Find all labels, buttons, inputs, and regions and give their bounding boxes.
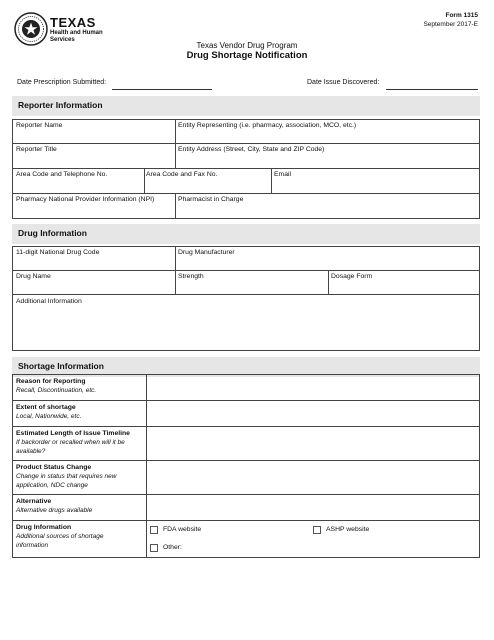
date-discovered-label: Date Issue Discovered: — [307, 79, 380, 86]
other-label: Other: — [163, 544, 182, 551]
reporter-col-divider — [144, 168, 145, 193]
npi-field[interactable]: Pharmacy National Provider Information (NPI) — [16, 196, 155, 203]
other-checkbox[interactable] — [150, 544, 158, 552]
fda-website-checkbox[interactable] — [150, 526, 158, 534]
drug-name-field[interactable]: Drug Name — [16, 273, 51, 280]
reporter-col-divider — [175, 193, 176, 219]
agency-name: TEXAS — [50, 15, 96, 30]
drug-col-divider — [328, 270, 329, 294]
fax-field[interactable]: Area Code and Fax No. — [146, 171, 218, 178]
dosage-form-field[interactable]: Dosage Form — [331, 273, 373, 280]
drug-info-hint: Additional sources of shortage information — [16, 533, 104, 549]
drug-info-label: Drug Information — [16, 524, 72, 531]
reporter-name-field[interactable]: Reporter Name — [16, 122, 63, 129]
shortage-row-divider — [12, 460, 480, 461]
extent-hint: Local, Nationwide, etc. — [16, 413, 82, 420]
pharmacist-field[interactable]: Pharmacist in Charge — [178, 196, 244, 203]
date-discovered-field[interactable] — [386, 89, 478, 90]
shortage-section-title: Shortage Information — [18, 361, 104, 371]
reason-hint: Recall, Discontinuation, etc. — [16, 387, 97, 394]
agency-subtitle: Health and Human Services — [50, 30, 103, 43]
strength-field[interactable]: Strength — [178, 273, 204, 280]
status-change-label: Product Status Change — [16, 464, 92, 471]
reason-label: Reason for Reporting — [16, 378, 86, 385]
reporter-section-title: Reporter Information — [18, 100, 103, 110]
shortage-row-divider — [12, 494, 480, 495]
shortage-row-divider — [12, 520, 480, 521]
status-change-hint: Change in status that requires new application, NDC change — [16, 473, 117, 489]
program-name: Texas Vendor Drug Program — [196, 41, 298, 50]
form-title: Drug Shortage Notification — [186, 50, 308, 61]
drug-table — [12, 246, 480, 351]
reporter-col-divider — [175, 119, 176, 168]
form-number: Form 1315 — [445, 12, 478, 19]
fda-website-label: FDA website — [163, 526, 202, 533]
entity-representing-field[interactable]: Entity Representing (i.e. pharmacy, association, MCO, etc.) — [178, 122, 357, 129]
additional-info-field[interactable]: Additional Information — [16, 298, 82, 305]
drug-row-divider — [12, 294, 480, 295]
timeline-input[interactable] — [148, 428, 478, 459]
entity-address-field[interactable]: Entity Address (Street, City, State and ZIP Code) — [178, 146, 325, 153]
date-submitted-label: Date Prescription Submitted: — [17, 79, 107, 86]
shortage-row-divider — [12, 426, 480, 427]
status-change-input[interactable] — [148, 462, 478, 493]
ndc-field[interactable]: 11-digit National Drug Code — [16, 249, 100, 256]
reporter-row-divider — [12, 143, 480, 144]
extent-label: Extent of shortage — [16, 404, 76, 411]
drug-row-divider — [12, 270, 480, 271]
drug-section-title: Drug Information — [18, 228, 87, 238]
drug-col-divider — [175, 246, 176, 294]
manufacturer-field[interactable]: Drug Manufacturer — [178, 249, 235, 256]
email-field[interactable]: Email — [274, 171, 291, 178]
ashp-website-label: ASHP website — [326, 526, 370, 533]
reporter-row-divider — [12, 168, 480, 169]
timeline-label: Estimated Length of Issue Timeline — [16, 430, 130, 437]
reporter-table — [12, 119, 480, 219]
shortage-col-divider — [146, 374, 147, 558]
ashp-website-checkbox[interactable] — [313, 526, 321, 534]
form-date: September 2017-E — [423, 21, 478, 28]
alternative-hint: Alternative drugs available — [16, 507, 93, 514]
reporter-col-divider — [271, 168, 272, 193]
alternative-label: Alternative — [16, 498, 52, 505]
reason-input[interactable] — [148, 376, 478, 399]
reporter-row-divider — [12, 193, 480, 194]
shortage-row-divider — [12, 400, 480, 401]
alternative-input[interactable] — [148, 496, 478, 519]
date-submitted-field[interactable] — [112, 89, 212, 90]
reporter-title-field[interactable]: Reporter Title — [16, 146, 57, 153]
phone-field[interactable]: Area Code and Telephone No. — [16, 171, 108, 178]
timeline-hint: If backorder or recalled when will it be available? — [16, 439, 125, 455]
extent-input[interactable] — [148, 402, 478, 425]
